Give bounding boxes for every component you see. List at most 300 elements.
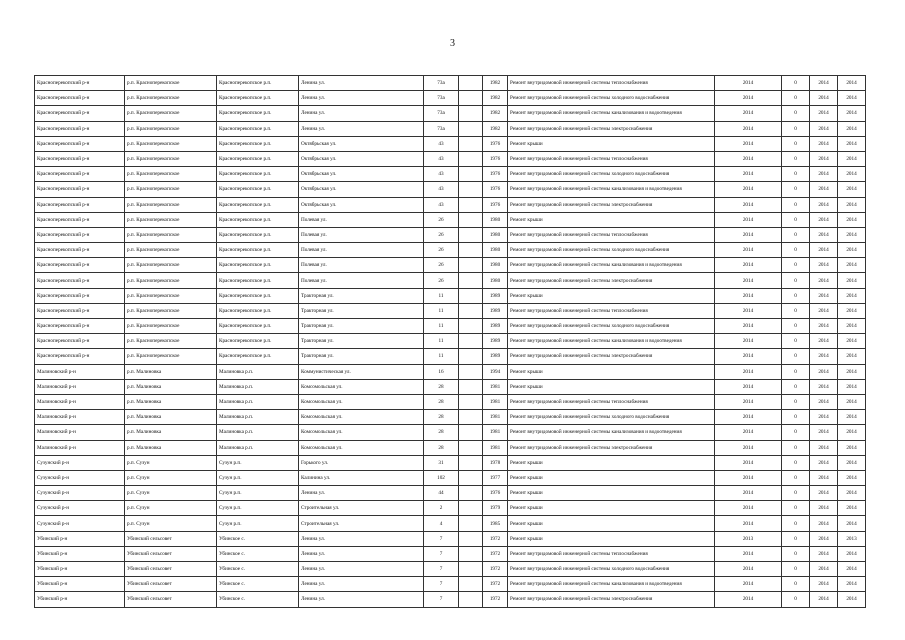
cell-street: Ленина ул. [299, 106, 424, 121]
cell-start-year: 2014 [810, 470, 838, 485]
cell-work-type: Ремонт внутридомовой инженерной системы теплоснабжения [508, 303, 715, 318]
cell-year-built: 1977 [483, 470, 508, 485]
cell-street: Горького ул. [299, 455, 424, 470]
cell-house-number: 73а [424, 91, 459, 106]
table-row [35, 501, 866, 516]
table-row [35, 182, 866, 197]
cell-street: Полевая ул. [299, 243, 424, 258]
cell-street: Тракторная ул. [299, 334, 424, 349]
cell-settlement: Красноперекопское р.п. [217, 243, 299, 258]
cell-year-built: 1989 [483, 349, 508, 364]
cell-work-type: Ремонт внутридомовой инженерной системы теплоснабжения [508, 151, 715, 166]
cell-planned-year: 2014 [715, 334, 782, 349]
cell-col-zero: 0 [782, 455, 810, 470]
cell-district: Красноперекопский р-н [35, 227, 125, 242]
cell-planned-year: 2014 [715, 106, 782, 121]
cell-street: Полевая ул. [299, 273, 424, 288]
cell-settlement: Красноперекопское р.п. [217, 91, 299, 106]
cell-work-type: Ремонт крыши [508, 486, 715, 501]
cell-house-number: 7 [424, 592, 459, 607]
cell-municipality: р.п. Красноперекопское [125, 258, 217, 273]
cell-municipality: р.п. Малиновка [125, 364, 217, 379]
cell-settlement: Сузун р.п. [217, 455, 299, 470]
cell-building [459, 258, 483, 273]
cell-street: Полевая ул. [299, 258, 424, 273]
cell-settlement: Малиновка р.п. [217, 440, 299, 455]
cell-start-year: 2014 [810, 562, 838, 577]
cell-house-number: 28 [424, 410, 459, 425]
cell-house-number: 73а [424, 106, 459, 121]
cell-municipality: р.п. Красноперекопское [125, 319, 217, 334]
cell-municipality: Убинский сельсовет [125, 531, 217, 546]
cell-work-type: Ремонт внутридомовой инженерной системы канализования и водоотведения [508, 425, 715, 440]
cell-street: Октябрьская ул. [299, 182, 424, 197]
cell-col-zero: 0 [782, 577, 810, 592]
cell-year-built: 1980 [483, 258, 508, 273]
cell-start-year: 2014 [810, 410, 838, 425]
cell-house-number: 43 [424, 151, 459, 166]
cell-house-number: 7 [424, 562, 459, 577]
cell-col-zero: 0 [782, 592, 810, 607]
table-row [35, 227, 866, 242]
cell-col-zero: 0 [782, 167, 810, 182]
cell-house-number: 11 [424, 334, 459, 349]
repair-schedule-table [34, 75, 866, 608]
cell-col-zero: 0 [782, 470, 810, 485]
cell-building [459, 76, 483, 91]
cell-col-zero: 0 [782, 243, 810, 258]
cell-year-built: 1980 [483, 227, 508, 242]
cell-building [459, 516, 483, 531]
cell-planned-year: 2014 [715, 136, 782, 151]
cell-work-type: Ремонт внутридомовой инженерной системы электроснабжения [508, 349, 715, 364]
cell-district: Красноперекопский р-н [35, 182, 125, 197]
cell-street: Тракторная ул. [299, 303, 424, 318]
cell-col-zero: 0 [782, 486, 810, 501]
cell-municipality: р.п. Малиновка [125, 410, 217, 425]
cell-start-year: 2014 [810, 546, 838, 561]
cell-municipality: р.п. Красноперекопское [125, 334, 217, 349]
cell-house-number: 11 [424, 288, 459, 303]
cell-col-zero: 0 [782, 91, 810, 106]
cell-year-built: 1989 [483, 288, 508, 303]
cell-col-zero: 0 [782, 106, 810, 121]
cell-street: Октябрьская ул. [299, 197, 424, 212]
cell-end-year: 2014 [838, 121, 866, 136]
cell-end-year: 2014 [838, 455, 866, 470]
cell-start-year: 2014 [810, 592, 838, 607]
cell-end-year: 2014 [838, 334, 866, 349]
cell-work-type: Ремонт внутридомовой инженерной системы теплоснабжения [508, 227, 715, 242]
cell-planned-year: 2014 [715, 227, 782, 242]
cell-building [459, 136, 483, 151]
cell-settlement: Сузун р.п. [217, 486, 299, 501]
cell-house-number: 7 [424, 531, 459, 546]
cell-end-year: 2014 [838, 288, 866, 303]
cell-house-number: 73а [424, 76, 459, 91]
cell-municipality: р.п. Сузун [125, 501, 217, 516]
cell-municipality: р.п. Красноперекопское [125, 151, 217, 166]
cell-municipality: р.п. Красноперекопское [125, 136, 217, 151]
cell-col-zero: 0 [782, 546, 810, 561]
cell-end-year: 2014 [838, 562, 866, 577]
cell-district: Красноперекопский р-н [35, 121, 125, 136]
cell-street: Ленина ул. [299, 546, 424, 561]
cell-col-zero: 0 [782, 531, 810, 546]
cell-municipality: р.п. Сузун [125, 455, 217, 470]
cell-start-year: 2014 [810, 136, 838, 151]
cell-district: Красноперекопский р-н [35, 258, 125, 273]
cell-street: Комсомольская ул. [299, 379, 424, 394]
cell-planned-year: 2014 [715, 516, 782, 531]
table-row [35, 121, 866, 136]
cell-work-type: Ремонт внутридомовой инженерной системы электроснабжения [508, 592, 715, 607]
cell-start-year: 2014 [810, 319, 838, 334]
cell-year-built: 1980 [483, 212, 508, 227]
cell-planned-year: 2014 [715, 258, 782, 273]
cell-house-number: 43 [424, 182, 459, 197]
cell-municipality: р.п. Красноперекопское [125, 288, 217, 303]
cell-municipality: Убинский сельсовет [125, 577, 217, 592]
cell-building [459, 577, 483, 592]
cell-year-built: 1976 [483, 486, 508, 501]
cell-planned-year: 2014 [715, 91, 782, 106]
cell-settlement: Убинское с. [217, 562, 299, 577]
cell-start-year: 2014 [810, 227, 838, 242]
cell-municipality: Убинский сельсовет [125, 562, 217, 577]
cell-street: Коммунистическая ул. [299, 364, 424, 379]
cell-settlement: Красноперекопское р.п. [217, 121, 299, 136]
cell-work-type: Ремонт крыши [508, 531, 715, 546]
table-row [35, 562, 866, 577]
cell-building [459, 546, 483, 561]
cell-work-type: Ремонт внутридомовой инженерной системы электроснабжения [508, 197, 715, 212]
cell-year-built: 1976 [483, 136, 508, 151]
cell-end-year: 2013 [838, 531, 866, 546]
cell-street: Ленина ул. [299, 76, 424, 91]
cell-district: Убинский р-н [35, 546, 125, 561]
cell-start-year: 2014 [810, 577, 838, 592]
cell-municipality: Убинский сельсовет [125, 592, 217, 607]
cell-start-year: 2014 [810, 440, 838, 455]
cell-district: Красноперекопский р-н [35, 334, 125, 349]
cell-planned-year: 2014 [715, 197, 782, 212]
cell-house-number: 26 [424, 227, 459, 242]
cell-planned-year: 2014 [715, 470, 782, 485]
cell-municipality: Убинский сельсовет [125, 546, 217, 561]
cell-house-number: 4 [424, 516, 459, 531]
cell-building [459, 531, 483, 546]
cell-end-year: 2014 [838, 501, 866, 516]
table-row [35, 273, 866, 288]
cell-building [459, 273, 483, 288]
table-row [35, 546, 866, 561]
table-row [35, 425, 866, 440]
cell-col-zero: 0 [782, 273, 810, 288]
cell-planned-year: 2014 [715, 455, 782, 470]
cell-end-year: 2014 [838, 91, 866, 106]
cell-end-year: 2014 [838, 394, 866, 409]
cell-planned-year: 2014 [715, 379, 782, 394]
cell-house-number: 73а [424, 121, 459, 136]
cell-end-year: 2014 [838, 167, 866, 182]
cell-house-number: 26 [424, 243, 459, 258]
cell-year-built: 1985 [483, 516, 508, 531]
cell-col-zero: 0 [782, 334, 810, 349]
cell-building [459, 106, 483, 121]
cell-end-year: 2014 [838, 349, 866, 364]
cell-planned-year: 2014 [715, 151, 782, 166]
cell-work-type: Ремонт крыши [508, 288, 715, 303]
cell-end-year: 2014 [838, 364, 866, 379]
cell-district: Красноперекопский р-н [35, 76, 125, 91]
cell-house-number: 28 [424, 379, 459, 394]
table-row [35, 470, 866, 485]
cell-building [459, 303, 483, 318]
cell-work-type: Ремонт внутридомовой инженерной системы электроснабжения [508, 440, 715, 455]
cell-settlement: Сузун р.п. [217, 501, 299, 516]
cell-start-year: 2014 [810, 531, 838, 546]
cell-street: Октябрьская ул. [299, 167, 424, 182]
table-row [35, 394, 866, 409]
cell-settlement: Красноперекопское р.п. [217, 212, 299, 227]
cell-start-year: 2014 [810, 364, 838, 379]
cell-start-year: 2014 [810, 106, 838, 121]
cell-col-zero: 0 [782, 410, 810, 425]
cell-work-type: Ремонт крыши [508, 470, 715, 485]
cell-street: Ленина ул. [299, 486, 424, 501]
cell-building [459, 151, 483, 166]
table-row [35, 486, 866, 501]
cell-building [459, 592, 483, 607]
cell-work-type: Ремонт внутридомовой инженерной системы канализования и водоотведения [508, 182, 715, 197]
cell-planned-year: 2014 [715, 349, 782, 364]
cell-settlement: Красноперекопское р.п. [217, 76, 299, 91]
cell-year-built: 1982 [483, 91, 508, 106]
cell-year-built: 1972 [483, 546, 508, 561]
cell-building [459, 319, 483, 334]
cell-house-number: 26 [424, 258, 459, 273]
cell-building [459, 501, 483, 516]
cell-start-year: 2014 [810, 212, 838, 227]
table-row [35, 106, 866, 121]
cell-planned-year: 2014 [715, 243, 782, 258]
cell-settlement: Красноперекопское р.п. [217, 273, 299, 288]
cell-planned-year: 2014 [715, 303, 782, 318]
cell-street: Комсомольская ул. [299, 394, 424, 409]
cell-house-number: 43 [424, 136, 459, 151]
cell-house-number: 7 [424, 546, 459, 561]
cell-work-type: Ремонт внутридомовой инженерной системы канализования и водоотведения [508, 334, 715, 349]
cell-street: Ленина ул. [299, 531, 424, 546]
cell-municipality: р.п. Красноперекопское [125, 243, 217, 258]
cell-street: Калинина ул. [299, 470, 424, 485]
table-row [35, 334, 866, 349]
cell-work-type: Ремонт внутридомовой инженерной системы холодного водоснабжения [508, 562, 715, 577]
cell-end-year: 2014 [838, 516, 866, 531]
cell-col-zero: 0 [782, 562, 810, 577]
page-number: 3 [450, 38, 455, 49]
cell-start-year: 2014 [810, 151, 838, 166]
cell-year-built: 1989 [483, 334, 508, 349]
table-row [35, 136, 866, 151]
cell-end-year: 2014 [838, 546, 866, 561]
table-row [35, 379, 866, 394]
cell-street: Строительная ул. [299, 501, 424, 516]
cell-building [459, 288, 483, 303]
cell-work-type: Ремонт крыши [508, 136, 715, 151]
cell-end-year: 2014 [838, 182, 866, 197]
cell-street: Ленина ул. [299, 91, 424, 106]
cell-building [459, 227, 483, 242]
cell-year-built: 1976 [483, 182, 508, 197]
cell-year-built: 1981 [483, 410, 508, 425]
cell-year-built: 1980 [483, 273, 508, 288]
cell-municipality: р.п. Красноперекопское [125, 182, 217, 197]
cell-planned-year: 2014 [715, 394, 782, 409]
cell-street: Комсомольская ул. [299, 410, 424, 425]
cell-start-year: 2014 [810, 455, 838, 470]
cell-planned-year: 2014 [715, 273, 782, 288]
cell-work-type: Ремонт внутридомовой инженерной системы холодного водоснабжения [508, 167, 715, 182]
cell-end-year: 2014 [838, 136, 866, 151]
cell-district: Красноперекопский р-н [35, 303, 125, 318]
cell-street: Строительная ул. [299, 516, 424, 531]
cell-house-number: 11 [424, 349, 459, 364]
cell-house-number: 11 [424, 319, 459, 334]
cell-planned-year: 2014 [715, 562, 782, 577]
cell-year-built: 1972 [483, 562, 508, 577]
cell-house-number: 43 [424, 167, 459, 182]
cell-col-zero: 0 [782, 364, 810, 379]
cell-district: Малиновский р-н [35, 394, 125, 409]
cell-work-type: Ремонт крыши [508, 379, 715, 394]
cell-settlement: Малиновка р.п. [217, 410, 299, 425]
cell-district: Сузунский р-н [35, 470, 125, 485]
cell-planned-year: 2014 [715, 577, 782, 592]
cell-planned-year: 2014 [715, 440, 782, 455]
cell-district: Красноперекопский р-н [35, 136, 125, 151]
table-row [35, 516, 866, 531]
cell-settlement: Сузун р.п. [217, 516, 299, 531]
table-row [35, 303, 866, 318]
cell-building [459, 394, 483, 409]
cell-end-year: 2014 [838, 258, 866, 273]
cell-work-type: Ремонт внутридомовой инженерной системы теплоснабжения [508, 546, 715, 561]
cell-district: Красноперекопский р-н [35, 151, 125, 166]
cell-col-zero: 0 [782, 319, 810, 334]
cell-street: Ленина ул. [299, 592, 424, 607]
table-row [35, 91, 866, 106]
cell-year-built: 1976 [483, 167, 508, 182]
cell-end-year: 2014 [838, 440, 866, 455]
cell-work-type: Ремонт крыши [508, 516, 715, 531]
cell-district: Малиновский р-н [35, 425, 125, 440]
cell-district: Красноперекопский р-н [35, 167, 125, 182]
cell-start-year: 2014 [810, 288, 838, 303]
cell-district: Красноперекопский р-н [35, 243, 125, 258]
cell-start-year: 2014 [810, 273, 838, 288]
cell-settlement: Красноперекопское р.п. [217, 227, 299, 242]
cell-settlement: Красноперекопское р.п. [217, 197, 299, 212]
cell-end-year: 2014 [838, 197, 866, 212]
cell-col-zero: 0 [782, 136, 810, 151]
cell-end-year: 2014 [838, 151, 866, 166]
cell-district: Красноперекопский р-н [35, 106, 125, 121]
cell-building [459, 334, 483, 349]
cell-municipality: р.п. Красноперекопское [125, 76, 217, 91]
cell-district: Красноперекопский р-н [35, 349, 125, 364]
cell-street: Ленина ул. [299, 577, 424, 592]
cell-start-year: 2014 [810, 379, 838, 394]
cell-building [459, 197, 483, 212]
cell-building [459, 91, 483, 106]
cell-district: Красноперекопский р-н [35, 273, 125, 288]
cell-col-zero: 0 [782, 258, 810, 273]
cell-end-year: 2014 [838, 425, 866, 440]
cell-building [459, 562, 483, 577]
cell-building [459, 167, 483, 182]
cell-house-number: 28 [424, 425, 459, 440]
cell-street: Октябрьская ул. [299, 151, 424, 166]
cell-start-year: 2014 [810, 91, 838, 106]
cell-district: Убинский р-н [35, 562, 125, 577]
cell-settlement: Красноперекопское р.п. [217, 349, 299, 364]
cell-year-built: 1981 [483, 379, 508, 394]
cell-end-year: 2014 [838, 486, 866, 501]
cell-year-built: 1976 [483, 151, 508, 166]
cell-col-zero: 0 [782, 227, 810, 242]
cell-start-year: 2014 [810, 516, 838, 531]
cell-street: Полевая ул. [299, 227, 424, 242]
cell-work-type: Ремонт внутридомовой инженерной системы холодного водоснабжения [508, 319, 715, 334]
table-row [35, 455, 866, 470]
cell-start-year: 2014 [810, 303, 838, 318]
cell-district: Красноперекопский р-н [35, 212, 125, 227]
cell-municipality: р.п. Малиновка [125, 440, 217, 455]
cell-district: Малиновский р-н [35, 379, 125, 394]
cell-year-built: 1979 [483, 501, 508, 516]
cell-start-year: 2014 [810, 425, 838, 440]
cell-work-type: Ремонт внутридомовой инженерной системы теплоснабжения [508, 394, 715, 409]
cell-col-zero: 0 [782, 76, 810, 91]
table-row [35, 349, 866, 364]
cell-municipality: р.п. Сузун [125, 486, 217, 501]
cell-end-year: 2014 [838, 212, 866, 227]
cell-start-year: 2014 [810, 394, 838, 409]
cell-settlement: Красноперекопское р.п. [217, 136, 299, 151]
cell-start-year: 2014 [810, 486, 838, 501]
cell-building [459, 440, 483, 455]
cell-settlement: Убинское с. [217, 546, 299, 561]
cell-house-number: 102 [424, 470, 459, 485]
cell-settlement: Красноперекопское р.п. [217, 334, 299, 349]
cell-settlement: Красноперекопское р.п. [217, 151, 299, 166]
cell-col-zero: 0 [782, 440, 810, 455]
cell-end-year: 2014 [838, 76, 866, 91]
cell-building [459, 349, 483, 364]
cell-end-year: 2014 [838, 577, 866, 592]
cell-building [459, 486, 483, 501]
cell-col-zero: 0 [782, 182, 810, 197]
cell-col-zero: 0 [782, 288, 810, 303]
cell-house-number: 26 [424, 212, 459, 227]
cell-planned-year: 2014 [715, 121, 782, 136]
cell-col-zero: 0 [782, 197, 810, 212]
cell-year-built: 1976 [483, 197, 508, 212]
table-row [35, 243, 866, 258]
cell-district: Малиновский р-н [35, 364, 125, 379]
